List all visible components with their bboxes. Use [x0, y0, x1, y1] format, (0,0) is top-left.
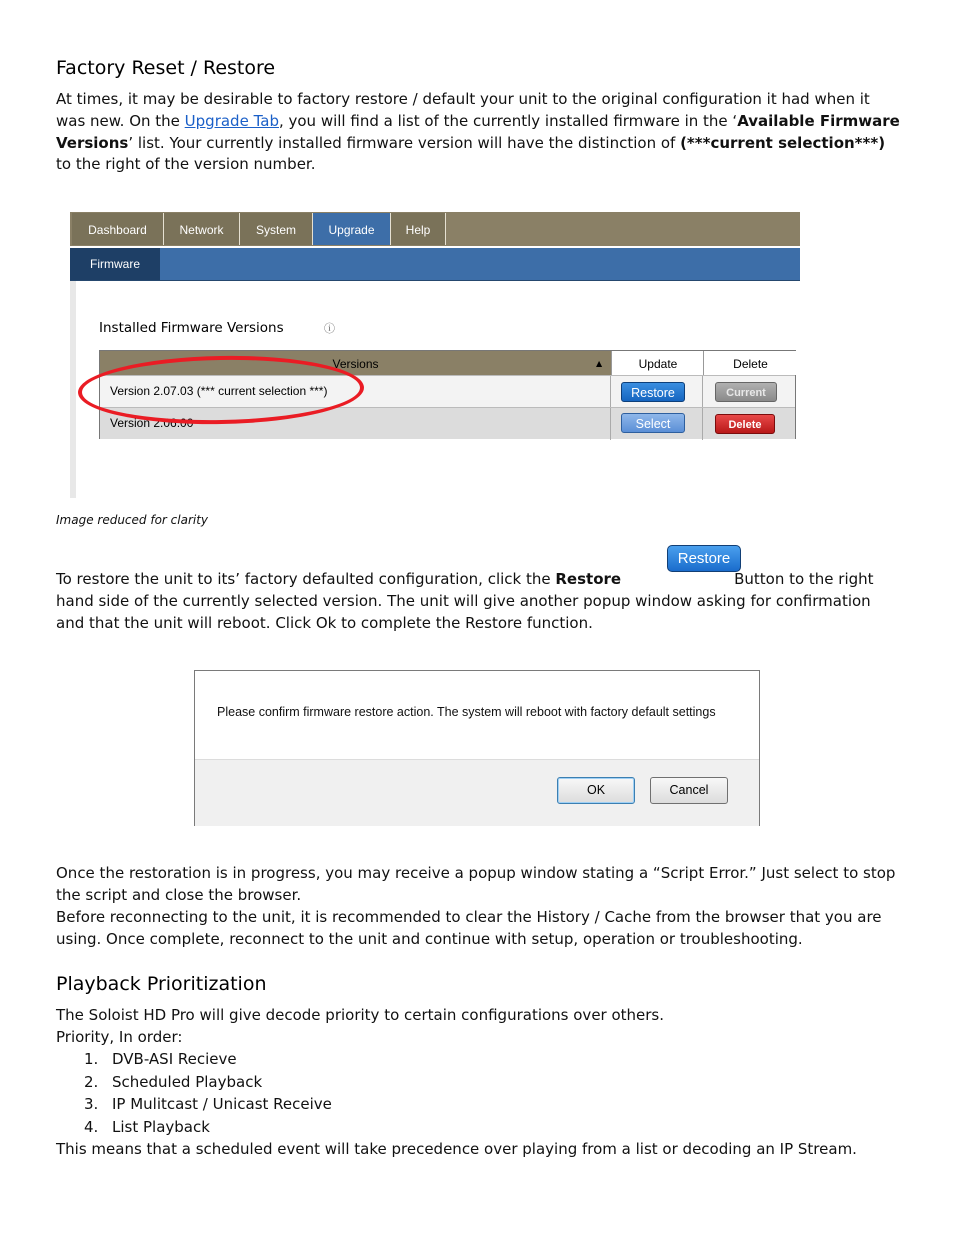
restore-text-1: To restore the unit to its’ factory defaulted configuration, click the — [56, 570, 556, 588]
tab-upgrade[interactable]: Upgrade — [313, 213, 391, 245]
restore-text-2: Button to the right hand side of the currently selected version. The unit will give another popup window asking for confirmation and that the unit will reboot. Click Ok to complete the Restore function. — [56, 570, 874, 632]
current-button: Current — [715, 382, 777, 402]
delete-button[interactable]: Delete — [715, 414, 775, 434]
column-divider — [610, 376, 611, 408]
section-heading-playback: Playback Prioritization — [56, 973, 267, 995]
column-header-update: Update — [611, 351, 704, 375]
priority-order-label: Priority, In order: — [56, 1028, 183, 1046]
intro-text-4: to the right of the version number. — [56, 155, 316, 174]
column-divider — [610, 408, 611, 440]
tab-network[interactable]: Network — [164, 213, 240, 245]
list-item-text: List Playback — [112, 1117, 210, 1136]
available-firmware-label: Available Firmware Versions — [56, 111, 900, 152]
installed-firmware-title: Installed Firmware Versions — [99, 320, 284, 336]
restore-button[interactable]: Restore — [621, 382, 685, 402]
current-selection-label: (***current selection***) — [680, 133, 886, 152]
restore-button-illustration: Restore — [667, 545, 741, 572]
intro-paragraph — [56, 89, 902, 176]
intro-text-1: At times, it may be desirable to factory restore / default your unit to the original configuration it had when it was new. On the — [56, 90, 870, 130]
restore-bold-label: Restore — [555, 570, 622, 588]
priority-intro: The Soloist HD Pro will give decode priority to certain configurations over others. — [56, 1006, 665, 1024]
list-item-text: Scheduled Playback — [112, 1072, 263, 1091]
sub-nav-bar — [70, 248, 800, 281]
tab-dashboard[interactable]: Dashboard — [72, 213, 164, 245]
restore-paragraph — [56, 569, 902, 634]
section-heading-factory-reset: Factory Reset / Restore — [56, 57, 276, 79]
select-button[interactable]: Select — [621, 413, 685, 433]
confirm-dialog — [194, 670, 760, 826]
column-header-delete: Delete — [703, 351, 797, 375]
intro-text-2: , you will find a list of the currently installed firmware in the ‘ — [278, 111, 738, 130]
list-item: 2. Scheduled Playback — [84, 1072, 263, 1091]
sort-up-icon[interactable]: ▲ — [596, 359, 603, 368]
tab-system[interactable]: System — [240, 213, 313, 245]
list-item: 4. List Playback — [84, 1117, 210, 1136]
list-item-text: DVB-ASI Recieve — [112, 1050, 237, 1068]
question-circle-icon[interactable]: ⓘ — [324, 322, 335, 335]
firmware-version-cell: Version 2.06.00 — [110, 416, 194, 430]
precedence-paragraph: This means that a scheduled event will take precedence over playing from a list or decoding an IP Stream. — [56, 1140, 857, 1158]
firmware-screenshot — [70, 212, 800, 498]
list-item-text: IP Mulitcast / Unicast Receive — [112, 1095, 332, 1114]
column-header-versions[interactable]: Versions — [100, 351, 611, 375]
left-border — [70, 280, 76, 498]
priority-list — [56, 1048, 332, 1138]
cancel-button[interactable]: Cancel — [650, 777, 728, 804]
dialog-message: Please confirm firmware restore action. The system will reboot with factory default settings — [217, 705, 716, 719]
column-divider — [702, 408, 703, 440]
dialog-footer — [195, 759, 759, 826]
top-nav-bar — [70, 212, 800, 246]
intro-text-3: ’ list. Your currently installed firmware version will have the distinction of — [128, 133, 681, 152]
tab-help[interactable]: Help — [391, 213, 446, 245]
upgrade-tab-link[interactable]: Upgrade Tab — [184, 111, 279, 130]
subtab-firmware[interactable]: Firmware — [70, 248, 160, 280]
script-error-paragraph: Once the restoration is in progress, you may receive a popup window stating a “Script Error.” Just select to stop the script and close the browser. — [56, 864, 896, 904]
list-item: 3. IP Mulitcast / Unicast Receive — [84, 1095, 332, 1114]
ok-button[interactable]: OK — [557, 777, 635, 804]
clear-cache-paragraph: Before reconnecting to the unit, it is recommended to clear the History / Cache from the browser that you are using. Once complete, reconnect to the unit and continue with setup, operation or troubleshooting. — [56, 908, 882, 948]
column-divider — [702, 376, 703, 408]
firmware-version-cell: Version 2.07.03 (*** current selection ***) — [110, 384, 328, 398]
list-item: 1. DVB-ASI Recieve — [84, 1050, 237, 1068]
image-caption: Image reduced for clarity — [56, 513, 209, 527]
